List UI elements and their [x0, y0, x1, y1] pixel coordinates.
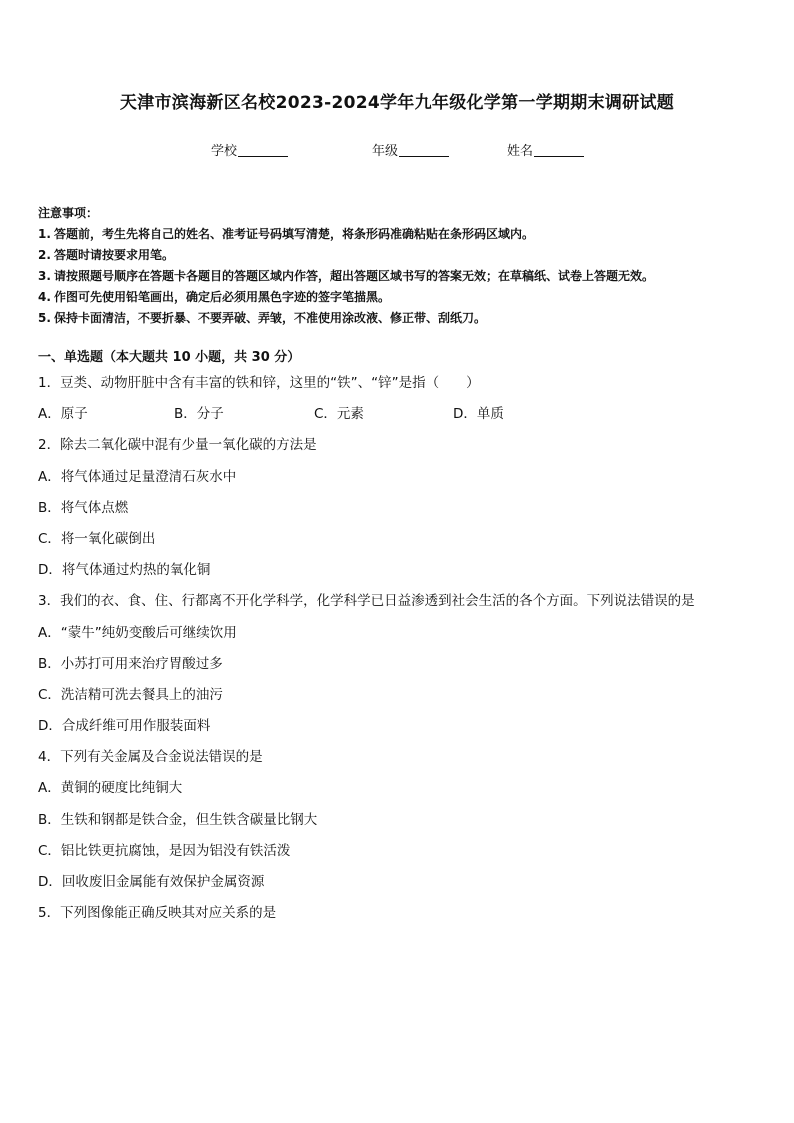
option-d[interactable]: D．将气体通过灼热的氧化铜 — [38, 562, 211, 579]
notice-item-number: 3. — [38, 269, 51, 283]
option-b[interactable]: B．小苏打可用来治疗胃酸过多 — [38, 655, 223, 672]
option-c[interactable]: C．将一氧化碳倒出 — [38, 530, 156, 547]
option-a[interactable]: A．原子 — [38, 406, 88, 423]
question-stem: 3．我们的衣、食、住、行都离不开化学科学，化学科学已日益渗透到社会生活的各个方面。下列说法错误的是 — [38, 593, 695, 610]
notice-item-text: 答题时请按要求用笔。 — [54, 248, 175, 262]
option-a[interactable]: A．“蒙牛”纯奶变酸后可继续饮用 — [38, 624, 237, 641]
notice-item-text: 作图可先使用铅笔画出，确定后必须用黑色字迹的签字笔描黑。 — [54, 290, 391, 304]
notice-item-number: 2. — [38, 248, 51, 262]
student-info-fields — [0, 140, 794, 160]
notice-item-text: 答题前，考生先将自己的姓名、准考证号码填写清楚，将条形码准确粘贴在条形码区域内。 — [54, 227, 535, 241]
grade-label: 年级 — [372, 144, 399, 159]
option-b[interactable]: B．分子 — [174, 406, 224, 423]
question-options-row — [38, 403, 768, 434]
notice-item-text: 请按照题号顺序在答题卡各题目的答题区域内作答，超出答题区域书写的答案无效；在草稿纸、试卷上答题无效。 — [54, 269, 655, 283]
option-b[interactable]: B．将气体点燃 — [38, 499, 129, 516]
notice-item-number: 1. — [38, 227, 51, 241]
notice-item — [38, 266, 768, 287]
option-a[interactable]: A．将气体通过足量澄清石灰水中 — [38, 468, 237, 485]
notice-item-number: 5. — [38, 311, 51, 325]
question-stem: 5．下列图像能正确反映其对应关系的是 — [38, 905, 277, 922]
question-list — [38, 372, 768, 933]
option-c[interactable]: C．元素 — [314, 406, 364, 423]
exam-title: 天津市滨海新区名校2023-2024学年九年级化学第一学期期末调研试题 — [119, 93, 675, 113]
notice-item — [38, 245, 768, 266]
option-a[interactable]: A．黄铜的硬度比纯铜大 — [38, 780, 183, 797]
notice-item — [38, 224, 768, 245]
school-label: 学校 — [211, 144, 238, 159]
notice-heading: 注意事项： — [38, 206, 99, 220]
question-stem: 4．下列有关金属及合金说法错误的是 — [38, 749, 263, 766]
section-heading: 一、单选题（本大题共 10 小题，共 30 分） — [38, 350, 301, 365]
school-field[interactable] — [211, 140, 288, 159]
school-blank[interactable] — [238, 142, 288, 157]
notice-item-number: 4. — [38, 290, 51, 304]
question-stem: 1．豆类、动物肝脏中含有丰富的铁和锌，这里的“铁”、“锌”是指（ ） — [38, 375, 480, 391]
option-d[interactable]: D．回收废旧金属能有效保护金属资源 — [38, 874, 265, 890]
grade-blank[interactable] — [399, 142, 449, 157]
option-b[interactable]: B．生铁和钢都是铁合金，但生铁含碳量比钢大 — [38, 811, 318, 828]
option-d[interactable]: D．合成纤维可用作服装面料 — [38, 718, 211, 735]
notice-block — [38, 203, 768, 329]
notice-item-text: 保持卡面清洁，不要折暴、不要弄破、弄皱，不准使用涂改液、修正带、刮纸刀。 — [54, 311, 487, 325]
notice-item — [38, 287, 768, 308]
name-blank[interactable] — [534, 142, 584, 157]
grade-field[interactable] — [372, 140, 449, 159]
option-c[interactable]: C．铝比铁更抗腐蚀，是因为铝没有铁活泼 — [38, 842, 291, 859]
name-field[interactable] — [507, 140, 584, 159]
question-stem: 2．除去二氧化碳中混有少量一氧化碳的方法是 — [38, 437, 317, 454]
option-c[interactable]: C．洗洁精可洗去餐具上的油污 — [38, 686, 223, 703]
name-label: 姓名 — [507, 144, 534, 159]
option-d[interactable]: D．单质 — [453, 406, 504, 423]
notice-item — [38, 308, 768, 329]
